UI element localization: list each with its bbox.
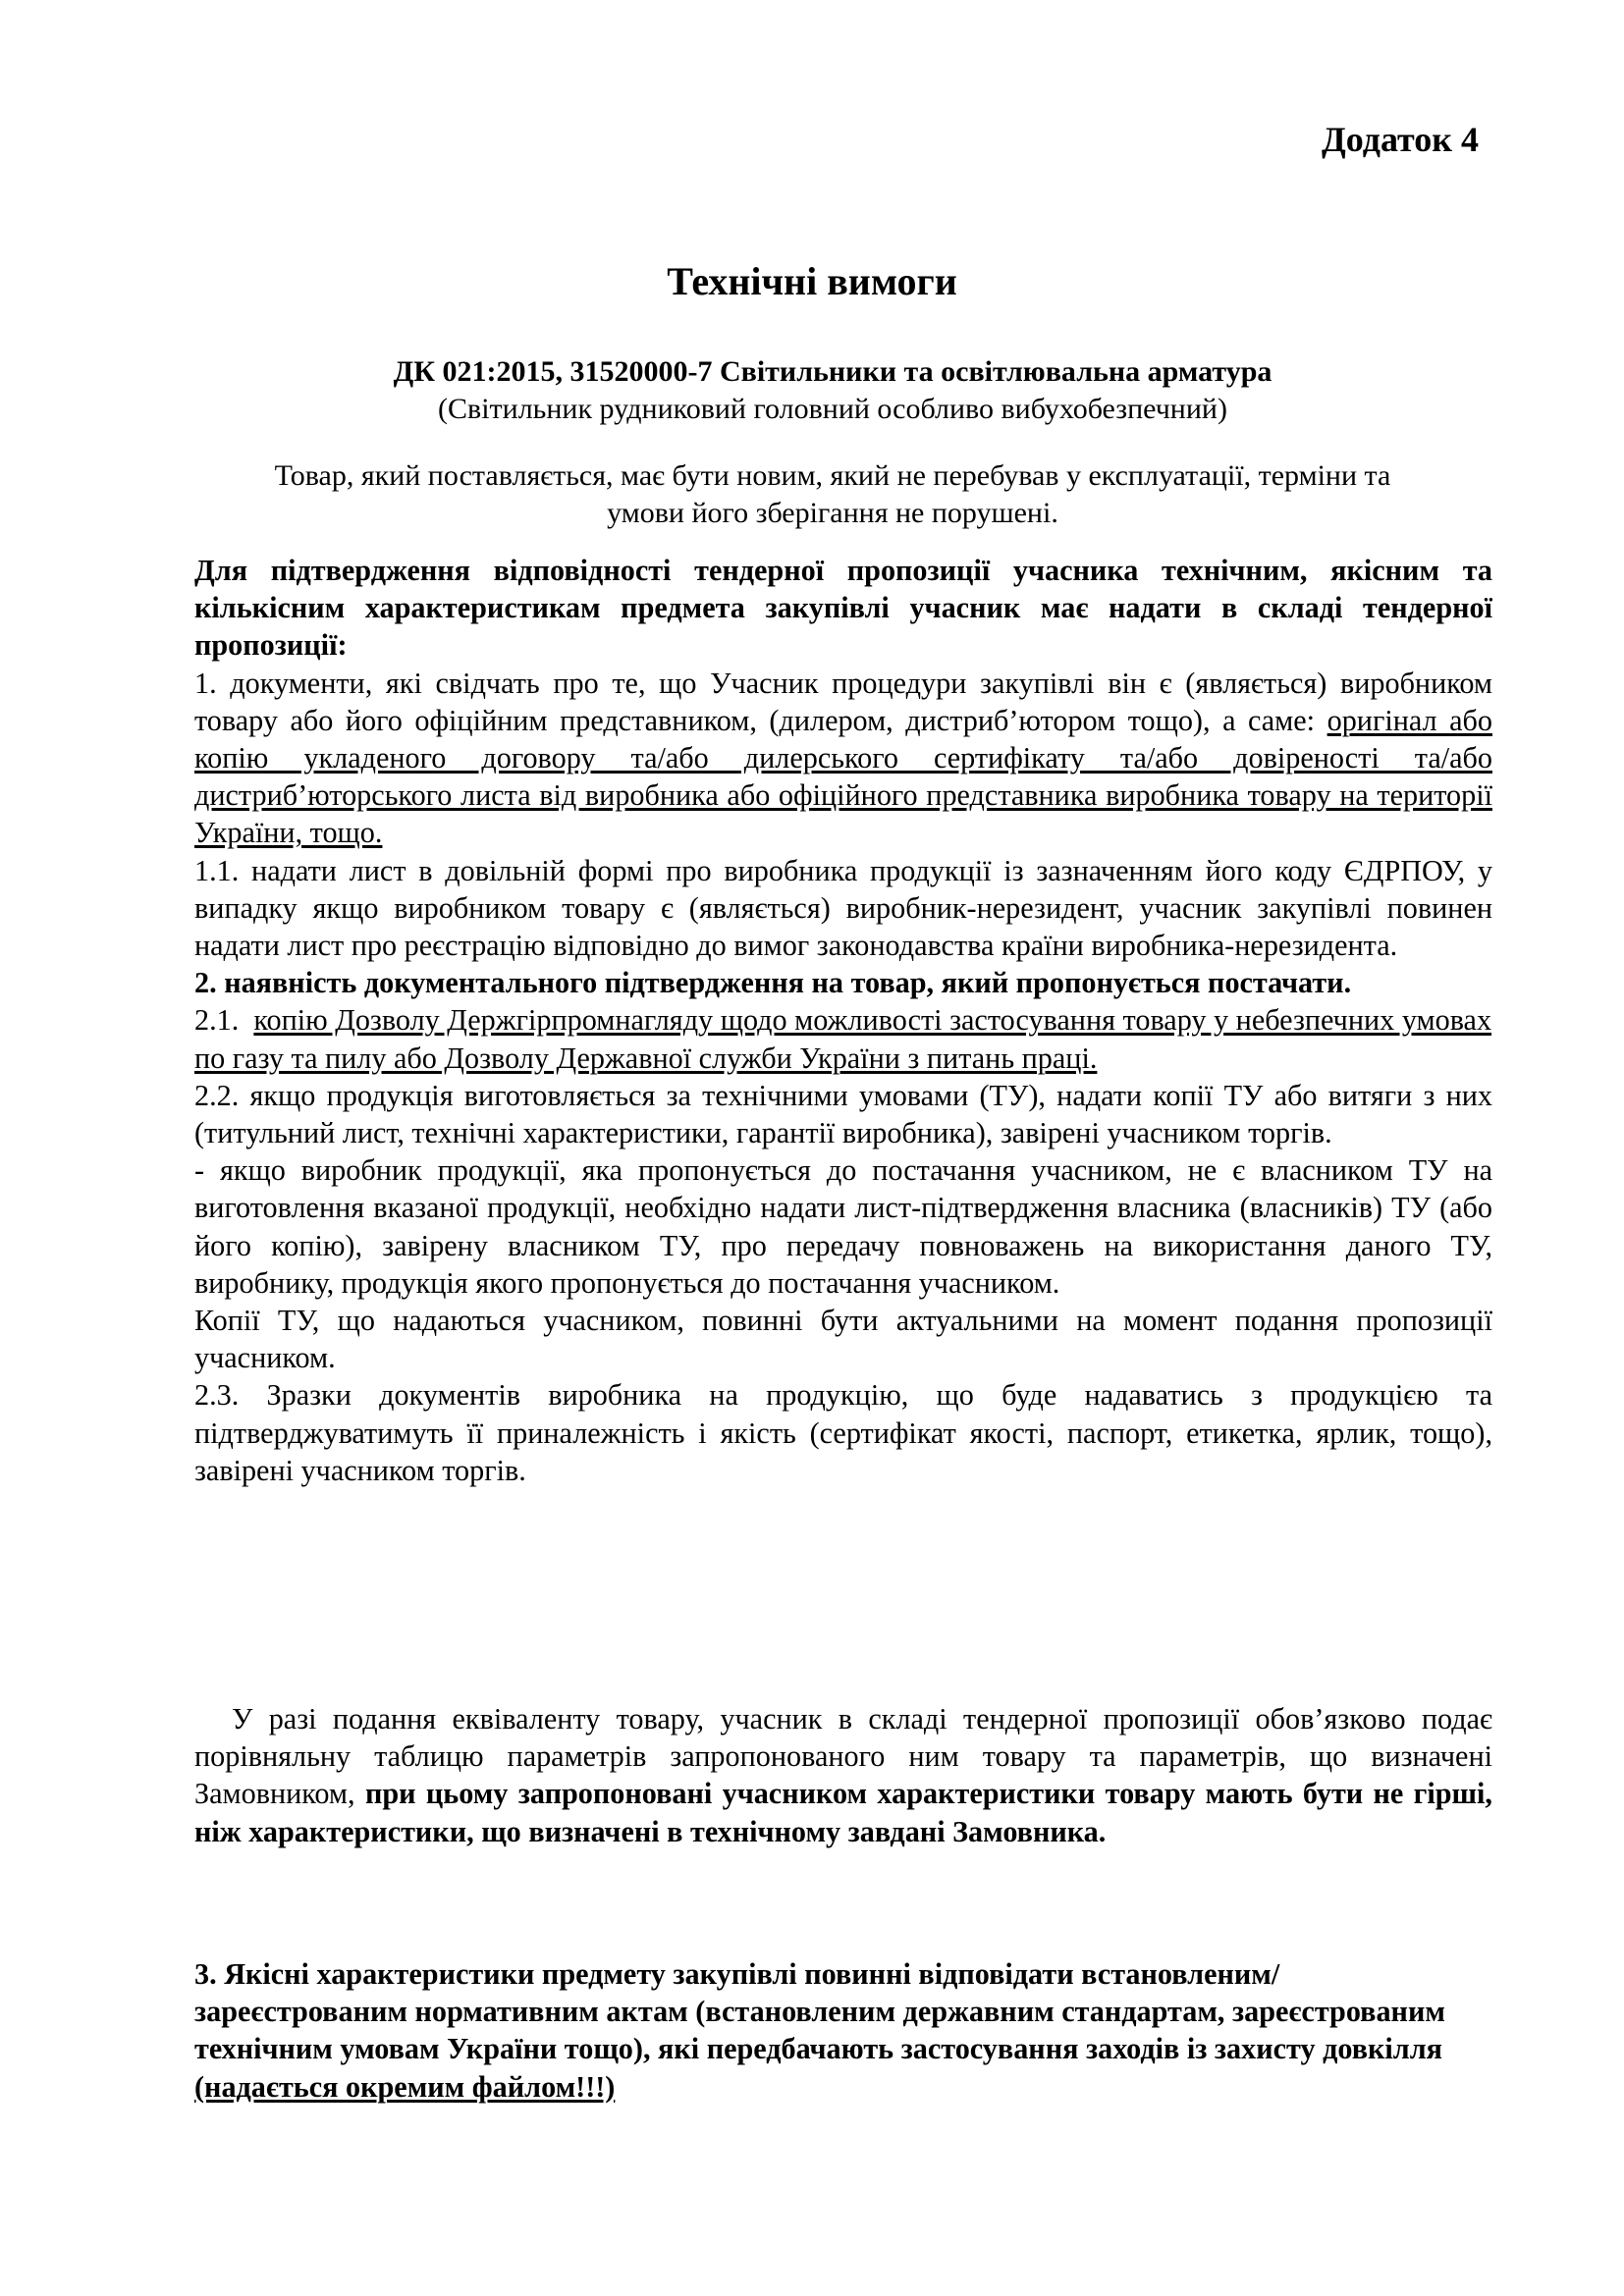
requirement-item-2-1-prefix: 2.1. bbox=[194, 1003, 254, 1038]
equivalent-paragraph bbox=[194, 1700, 1492, 1850]
requirement-item-1 bbox=[194, 665, 1492, 852]
requirement-item-2-1 bbox=[194, 1001, 1492, 1076]
requirement-item-1-underlined: оригінал або копію укладеного договору та/або дилерського сертифікату та/або довіреності та/або дистриб’юторського листа від виробника або офіційного представника виробника товару на території України, тощо. bbox=[194, 703, 1492, 850]
page-title: Технічні вимоги bbox=[667, 259, 957, 303]
requirements-section bbox=[194, 552, 1492, 1489]
quality-text: 3. Якісні характеристики предмету закупівлі повинні відповідати встановленим/зареєстрованим нормативним актам (встановленим державним стандартам, зареєстрованим технічним умовам України тощо), які передбачають застосування заходів із захисту довкілля bbox=[194, 1957, 1445, 2066]
equivalent-bold-text: при цьому запропоновані учасником характеристики товару мають бути не гірші, ніж характеристики, що визначені в технічному завдані Замовника. bbox=[194, 1777, 1492, 1848]
quality-paragraph bbox=[194, 1955, 1492, 2106]
intro-line-1: Товар, який поставляється, має бути новим, який не перебував у експлуатації, терміни та bbox=[274, 459, 1391, 492]
equivalent-text: У разі подання еквіваленту товару, учасник в складі тендерної пропозиції обов’язково подає порівняльну таблицю параметрів запропонованого ним товару та параметрів, що визначені Замовником, bbox=[194, 1702, 1492, 1811]
subject-code: ДК 021:2015, 31520000-7 Світильники та освітлювальна арматура bbox=[393, 355, 1272, 388]
appendix-label: Додаток 4 bbox=[1322, 120, 1479, 159]
quality-underlined-note: (надається окремим файлом!!!) bbox=[194, 2069, 616, 2104]
requirement-item-2-2-copies: Копії ТУ, що надаються учасником, повинні бути актуальними на момент подання пропозиції учасником. bbox=[194, 1304, 1492, 1375]
requirement-item-2: 2. наявність документального підтвердження на товар, який пропонується постачати. bbox=[194, 966, 1352, 1000]
intro-line-2: умови його зберігання не порушені. bbox=[607, 497, 1058, 529]
requirement-item-1-text: 1. документи, які свідчать про те, що Учасник процедури закупівлі він є (являється) виробником товару або його офіційним представником, (дилером, дистриб’ютором тощо), а саме: bbox=[194, 666, 1492, 737]
requirement-item-2-2: 2.2. якщо продукція виготовляється за технічними умовами (ТУ), надати копії ТУ або витяги з них (титульний лист, технічні характеристики, гарантії виробника), завірені учасником торгів. bbox=[194, 1078, 1492, 1150]
subject-name: (Світильник рудниковий головний особливо вибухобезпечний) bbox=[438, 393, 1227, 425]
requirement-item-2-1-underlined: копію Дозволу Держгірпромнагляду щодо можливості застосування товару у небезпечних умовах по газу та пилу або Дозволу Державної служби України з питань праці. bbox=[194, 1003, 1492, 1075]
requirement-item-2-2-note: - якщо виробник продукції, яка пропонується до постачання учасником, не є власником ТУ на виготовлення вказаної продукції, необхідно надати лист-підтвердження власника (власників) ТУ (або його копію), завірену власником ТУ, про передачу повноважень на використання даного ТУ, виробнику, продукція якого пропонується до постачання учасником. bbox=[194, 1153, 1492, 1300]
requirement-item-1-1: 1.1. надати лист в довільній формі про виробника продукції із зазначенням його коду ЄДРПОУ, у випадку якщо виробником товару є (являється) виробник-нерезидент, учасник закупівлі повинен надати лист про реєстрацію відповідно до вимог законодавства країни виробника-нерезидента. bbox=[194, 853, 1492, 963]
requirements-heading: Для підтвердження відповідності тендерної пропозиції учасника технічним, якісним та кількісним характеристикам предмета закупівлі учасник має надати в складі тендерної пропозиції: bbox=[194, 554, 1492, 663]
requirement-item-2-3: 2.3. Зразки документів виробника на продукцію, що буде надаватись з продукцією та підтверджуватимуть її приналежність і якість (сертифікат якості, паспорт, етикетка, ярлик, тощо), завірені учасником торгів. bbox=[194, 1378, 1492, 1487]
